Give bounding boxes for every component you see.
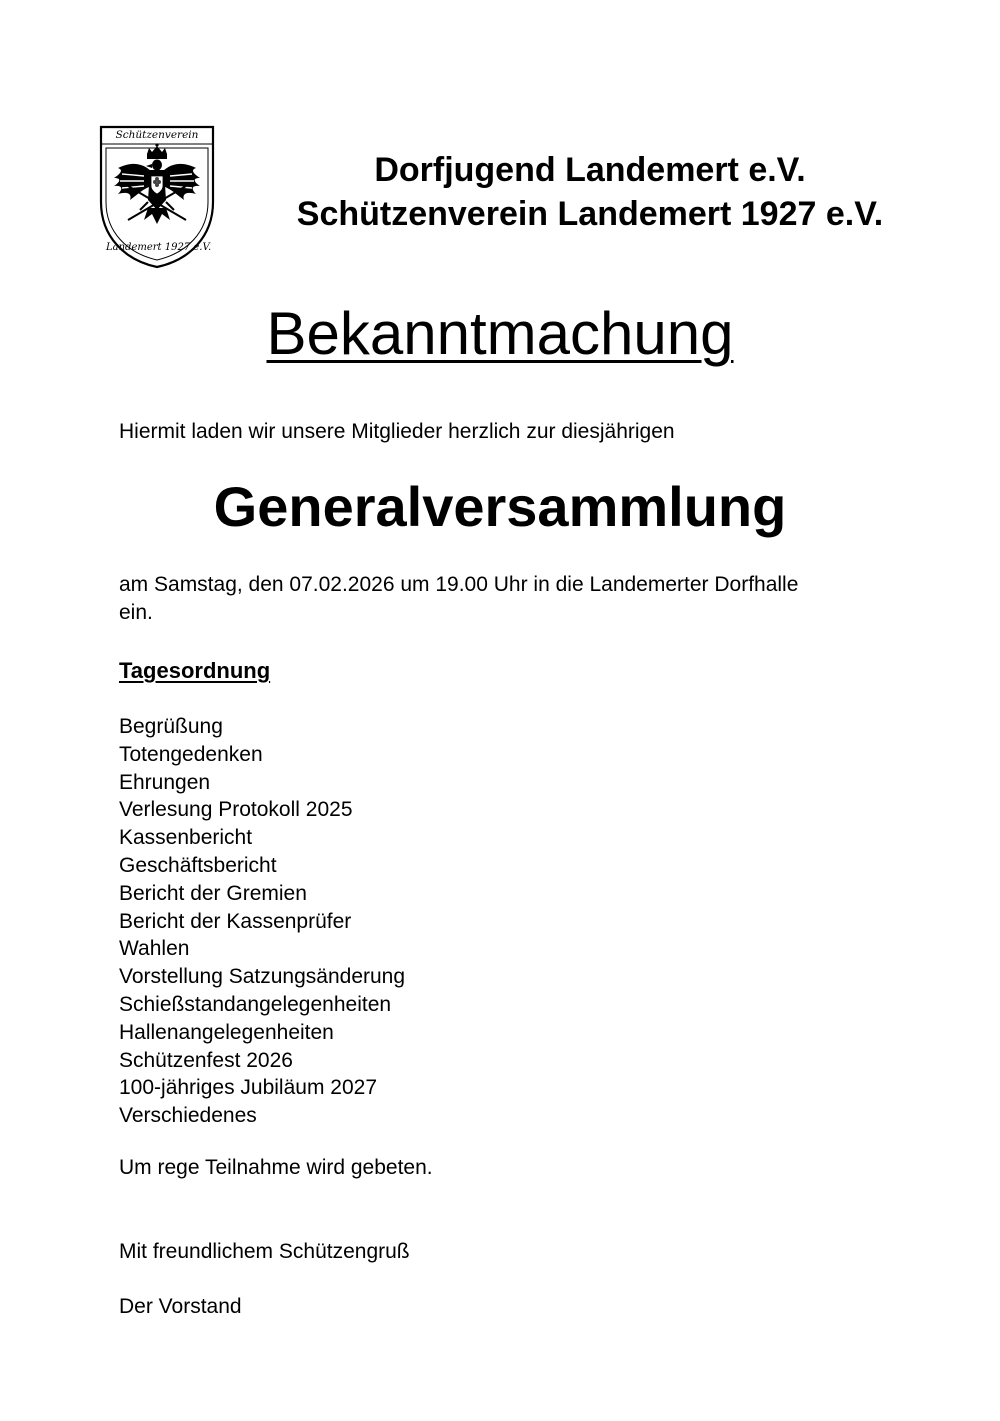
event-details-line-1: am Samstag, den 07.02.2026 um 19.00 Uhr in die Landemerter Dorfhalle [119,573,799,596]
org-name-schuetzenverein: Schützenverein Landemert 1927 e.V. [296,195,884,233]
agenda-item: Kassenbericht [119,826,253,850]
agenda-list [119,713,405,1130]
agenda-item: Ehrungen [119,770,211,794]
invitation-text: Hiermit laden wir unsere Mitglieder herzlich zur diesjährigen [119,420,675,443]
agenda-item: Wahlen [119,937,190,961]
agenda-item: Bericht der Kassenprüfer [119,909,352,933]
agenda-item: Schießstandangelegenheiten [119,992,392,1016]
agenda-item: 100-jähriges Jubiläum 2027 [119,1076,377,1100]
agenda-item: Bericht der Gremien [119,881,307,905]
closing-text: Um rege Teilnahme wird gebeten. [119,1156,433,1179]
event-title: Generalversammlung [213,475,787,538]
agenda-heading: Tagesordnung [119,658,271,683]
greeting-text: Mit freundlichem Schützengruß [119,1240,410,1263]
logo-bottom-text: Landemert 1927 e.V. [106,242,212,253]
signature-text: Der Vorstand [119,1295,242,1318]
agenda-item: Begrüßung [119,715,223,738]
agenda-item: Verlesung Protokoll 2025 [119,798,353,822]
page-title-text: Bekanntmachung [266,300,734,367]
agenda-item: Totengedenken [119,742,263,766]
org-name-dorfjugend: Dorfjugend Landemert e.V. [374,151,806,189]
agenda-item: Vorstellung Satzungsänderung [119,965,406,989]
agenda-item: Geschäftsbericht [119,853,277,877]
club-logo [98,124,216,270]
logo-top-text: Schützenverein [115,129,199,141]
agenda-item: Verschiedenes [119,1104,257,1128]
agenda-item: Hallenangelegenheiten [119,1020,334,1044]
page-title [0,298,1000,370]
event-details-line-2: ein. [119,601,153,624]
agenda-item: Schützenfest 2026 [119,1048,293,1072]
